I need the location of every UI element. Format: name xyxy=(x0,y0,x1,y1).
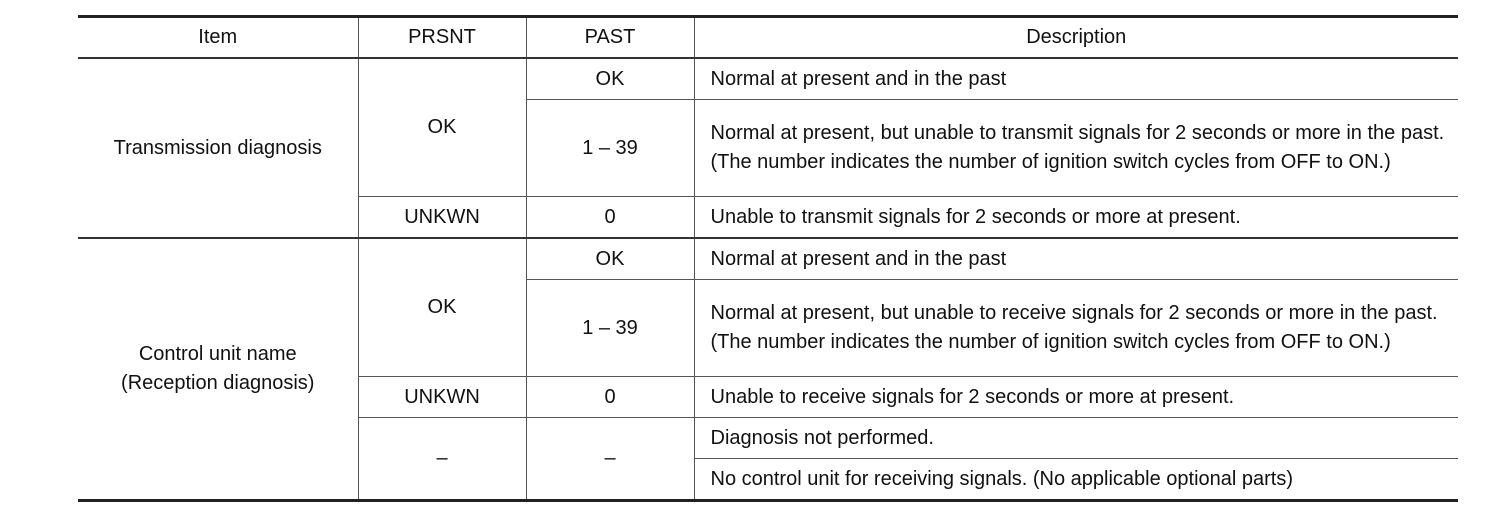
past-cell: OK xyxy=(526,238,694,280)
item-transmission-diagnosis: Transmission diagnosis xyxy=(78,58,358,238)
description-cell: Diagnosis not performed. xyxy=(694,418,1458,459)
header-item: Item xyxy=(78,17,358,59)
past-cell: 0 xyxy=(526,377,694,418)
header-description: Description xyxy=(694,17,1458,59)
past-cell: OK xyxy=(526,58,694,100)
table-header-row xyxy=(78,17,1458,59)
item-line-reception-diagnosis: (Reception diagnosis) xyxy=(121,372,315,394)
prsnt-cell: UNKWN xyxy=(358,197,526,239)
description-cell: Normal at present, but unable to receive signals for 2 seconds or more in the past. (The number indicates the number of ignition switch cycles from OFF to ON.) xyxy=(694,280,1458,377)
item-line-control-unit-name: Control unit name xyxy=(138,343,297,365)
past-cell: 0 xyxy=(526,197,694,239)
description-cell: Normal at present and in the past xyxy=(694,238,1458,280)
header-prsnt: PRSNT xyxy=(358,17,526,59)
description-cell: Unable to transmit signals for 2 seconds or more at present. xyxy=(694,197,1458,239)
diagnosis-table xyxy=(78,15,1458,502)
item-reception-diagnosis xyxy=(78,238,358,501)
past-cell: 1 – 39 xyxy=(526,280,694,377)
description-cell: Unable to receive signals for 2 seconds or more at present. xyxy=(694,377,1458,418)
table-row xyxy=(78,238,1458,280)
past-cell: 1 – 39 xyxy=(526,100,694,197)
prsnt-cell: OK xyxy=(358,58,526,197)
description-cell: Normal at present and in the past xyxy=(694,58,1458,100)
past-cell: – xyxy=(526,418,694,501)
header-past: PAST xyxy=(526,17,694,59)
prsnt-cell: OK xyxy=(358,238,526,377)
description-cell: No control unit for receiving signals. (No applicable optional parts) xyxy=(694,459,1458,501)
prsnt-cell: UNKWN xyxy=(358,377,526,418)
description-cell: Normal at present, but unable to transmit signals for 2 seconds or more in the past. (The number indicates the number of ignition switch cycles from OFF to ON.) xyxy=(694,100,1458,197)
prsnt-cell: – xyxy=(358,418,526,501)
table-row xyxy=(78,58,1458,100)
